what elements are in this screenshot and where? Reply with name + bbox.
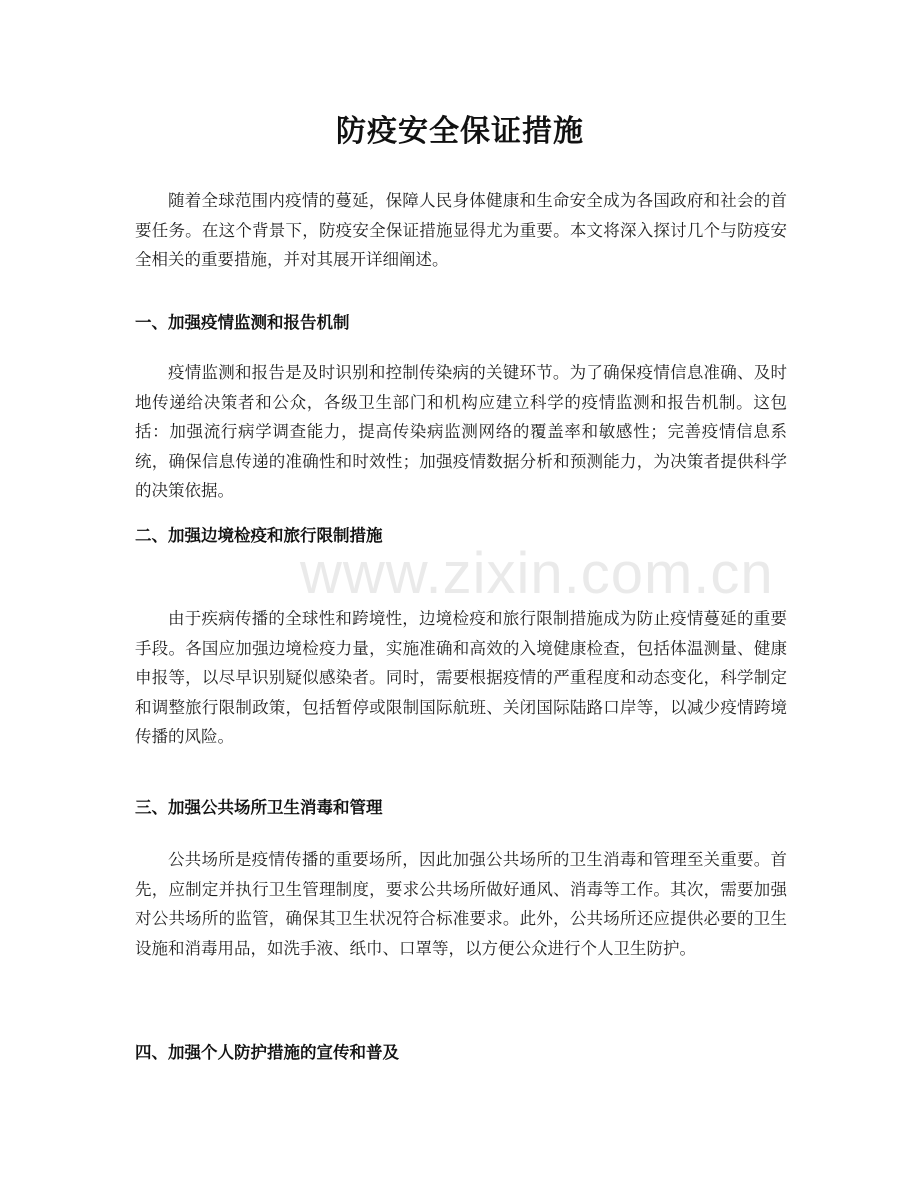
intro-block	[135, 186, 787, 275]
section-2-body	[135, 604, 787, 752]
watermark: www.zixin.com.cn	[300, 541, 774, 606]
section-2	[135, 524, 787, 548]
document-title: 防疫安全保证措施	[336, 114, 584, 149]
section-paragraph: 由于疾病传播的全球性和跨境性，边境检疫和旅行限制措施成为防止疫情蔓延的重要手段。各国应加强边境检疫力量，实施准确和高效的入境健康检查，包括体温测量、健康申报等，以尽早识别疑似感染者。同时，需要根据疫情的严重程度和动态变化，科学制定和调整旅行限制政策，包括暂停或限制国际航班、关闭国际陆路口岸等，以减少疫情跨境传播的风险。	[135, 609, 787, 746]
section-paragraph: 公共场所是疫情传播的重要场所，因此加强公共场所的卫生消毒和管理至关重要。首先，应制定并执行卫生管理制度，要求公共场所做好通风、消毒等工作。其次，需要加强对公共场所的监管，确保其卫生状况符合标准要求。此外，公共场所还应提供必要的卫生设施和消毒用品，如洗手液、纸巾、口罩等，以方便公众进行个人卫生防护。	[135, 850, 787, 958]
intro-paragraph: 随着全球范围内疫情的蔓延，保障人民身体健康和生命安全成为各国政府和社会的首要任务。在这个背景下，防疫安全保证措施显得尤为重要。本文将深入探讨几个与防疫安全相关的重要措施，并对其展开详细阐述。	[135, 191, 787, 269]
section-1-body	[135, 358, 787, 506]
section-heading: 四、加强个人防护措施的宣传和普及	[135, 1043, 399, 1062]
section-paragraph: 疫情监测和报告是及时识别和控制传染病的关键环节。为了确保疫情信息准确、及时地传递给决策者和公众，各级卫生部门和机构应建立科学的疫情监测和报告机制。这包括：加强流行病学调查能力，提高传染病监测网络的覆盖率和敏感性；完善疫情信息系统，确保信息传递的准确性和时效性；加强疫情数据分析和预测能力，为决策者提供科学的决策依据。	[135, 363, 787, 500]
section-heading: 一、加强疫情监测和报告机制	[135, 313, 350, 332]
section-1	[135, 311, 787, 335]
section-3	[135, 796, 787, 820]
section-3-body	[135, 845, 787, 963]
section-heading: 三、加强公共场所卫生消毒和管理	[135, 798, 383, 817]
section-4	[135, 1041, 787, 1065]
section-heading: 二、加强边境检疫和旅行限制措施	[135, 526, 383, 545]
